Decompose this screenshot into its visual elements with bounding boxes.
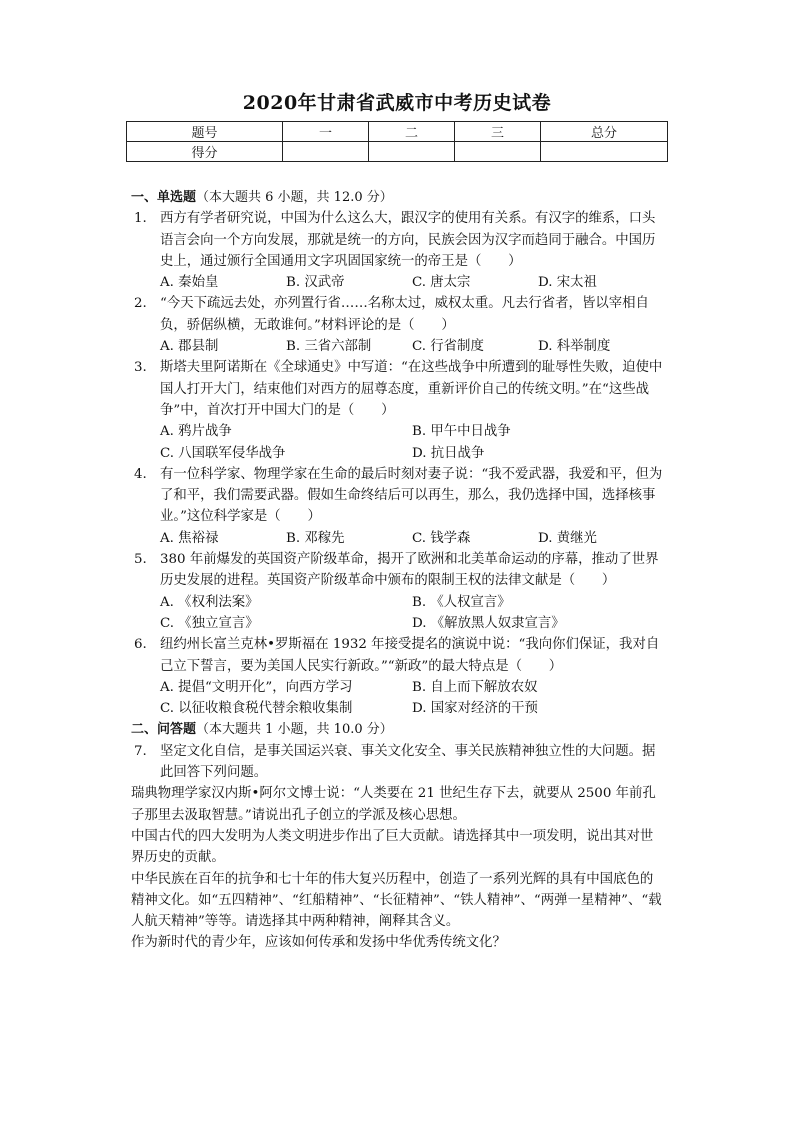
- option[interactable]: C. 以征收粮食税代替余粮收集制: [160, 701, 353, 717]
- options: [131, 336, 666, 357]
- options: [131, 272, 666, 293]
- option[interactable]: D. 科举制度: [538, 339, 611, 355]
- option[interactable]: A. 焦裕禄: [160, 530, 219, 546]
- options: [131, 677, 666, 698]
- score-header-cell: 二: [369, 122, 455, 142]
- options: [131, 613, 666, 634]
- score-header-cell: 总分: [541, 122, 668, 142]
- option[interactable]: C. 唐太宗: [412, 275, 471, 291]
- question-text: “今天下疏远去处，亦列置行省……名称太过，威权太重。凡去行省者，皆以宰相自负，骄倨纵横，无敢谁何。”材料评论的是（ ）: [160, 296, 649, 333]
- option[interactable]: A. 鸦片战争: [160, 424, 232, 440]
- options: [131, 698, 666, 719]
- option[interactable]: B. 自上而下解放农奴: [412, 679, 538, 695]
- option[interactable]: B. 邓稼先: [286, 530, 345, 546]
- score-header-cell: 三: [455, 122, 541, 142]
- option[interactable]: D. 黄继光: [538, 530, 597, 546]
- option[interactable]: B. 三省六部制: [286, 339, 372, 355]
- option[interactable]: B. 汉武帝: [286, 275, 345, 291]
- question-paragraph: 瑞典物理学家汉内斯•阿尔文博士说：“人类要在 21 世纪生存下去，就要从 2500 年前孔子那里去汲取智慧。”请说出孔子创立的学派及核心思想。: [131, 786, 656, 823]
- score-table: [126, 121, 668, 162]
- score-header-cell: 题号: [127, 122, 283, 142]
- question-4: [131, 464, 666, 528]
- score-row-label: 得分: [127, 142, 283, 162]
- score-cell[interactable]: [369, 142, 455, 162]
- exam-content: [131, 187, 666, 954]
- question-text: 斯塔夫里阿诺斯在《全球通史》中写道：“在这些战争中所遭到的耻辱性失败，迫使中国人打开大门，结束他们对西方的屈尊态度，重新评价自己的传统文明。”在“这些战争”中，首次打开中国大门的是（ ）: [160, 360, 663, 418]
- question-number: 6.: [134, 637, 147, 653]
- options: [131, 592, 666, 613]
- option[interactable]: A. 秦始皇: [160, 275, 219, 291]
- option[interactable]: C. 八国联军侵华战争: [160, 445, 286, 461]
- option[interactable]: D. 抗日战争: [412, 445, 485, 461]
- question-number: 2.: [134, 296, 147, 312]
- question-paragraph: 中华民族在百年的抗争和七十年的伟大复兴历程中，创造了一系列光辉的具有中国底色的精神文化。如“五四精神”、“红船精神”、“长征精神”、“铁人精神”、“两弹一星精神”、“载人航天精神”等等。请选择其中两种精神，阐释其含义。: [131, 871, 662, 930]
- options: [131, 421, 666, 442]
- question-number: 3.: [134, 360, 147, 376]
- question-1: [131, 208, 666, 272]
- exam-title: 2020年甘肃省武威市中考历史试卷: [242, 92, 552, 114]
- score-table-header-row: [127, 122, 668, 142]
- question-7: [131, 741, 666, 784]
- score-cell[interactable]: [541, 142, 668, 162]
- question-number: 7.: [134, 743, 147, 759]
- question-6: [131, 634, 666, 677]
- score-cell[interactable]: [283, 142, 369, 162]
- question-paragraph: 作为新时代的青少年，应该如何传承和发扬中华优秀传统文化？: [131, 935, 506, 951]
- question-paragraph: 中国古代的四大发明为人类文明进步作出了巨大贡献。请选择其中一项发明，说出其对世界历史的贡献。: [131, 828, 654, 866]
- question-3: [131, 357, 666, 421]
- option[interactable]: D. 《解放黑人奴隶宣言》: [412, 615, 565, 631]
- option[interactable]: A. 郡县制: [160, 339, 219, 355]
- option[interactable]: C. 钱学森: [412, 530, 471, 546]
- question-text: 380 年前爆发的英国资产阶级革命，揭开了欧洲和北美革命运动的序幕，推动了世界历史发展的进程。英国资产阶级革命中颁布的限制王权的法律文献是（ ）: [160, 552, 659, 589]
- question-text: 有一位科学家、物理学家在生命的最后时刻对妻子说：“我不爱武器，我爱和平，但为了和平，我们需要武器。假如生命终结后可以再生，那么，我仍选择中国，选择核事业。”这位科学家是（ ）: [160, 466, 663, 525]
- section-heading: 一、单选题（本大题共 6 小题，共 12.0 分）: [131, 190, 393, 205]
- question-5: [131, 549, 666, 592]
- option[interactable]: A. 《权利法案》: [160, 594, 259, 610]
- question-2: [131, 293, 666, 336]
- option[interactable]: B. 《人权宣言》: [412, 594, 511, 610]
- option[interactable]: D. 国家对经济的干预: [412, 701, 538, 717]
- question-text: 西方有学者研究说，中国为什么这么大，跟汉字的使用有关系。有汉字的维系，口头语言会向一个方向发展，那就是统一的方向，民族会因为汉字而趋同于融合。中国历史上，通过颁行全国通用文字巩固国家统一的帝王是（ ）: [160, 211, 656, 269]
- score-table-score-row: [127, 142, 668, 162]
- options: [131, 443, 666, 464]
- section-heading: 二、问答题（本大题共 1 小题，共 10.0 分）: [131, 722, 393, 738]
- option[interactable]: B. 甲午中日战争: [412, 424, 511, 440]
- option[interactable]: D. 宋太祖: [538, 275, 597, 291]
- score-header-cell: 一: [283, 122, 369, 142]
- option[interactable]: C. 《独立宣言》: [160, 615, 259, 631]
- option[interactable]: C. 行省制度: [412, 339, 484, 355]
- question-number: 1.: [134, 211, 147, 227]
- score-cell[interactable]: [455, 142, 541, 162]
- question-number: 5.: [134, 552, 147, 568]
- options: [131, 528, 666, 549]
- option[interactable]: A. 提倡“文明开化”，向西方学习: [160, 679, 353, 695]
- question-text: 坚定文化自信，是事关国运兴衰、事关文化安全、事关民族精神独立性的大问题。据此回答下列问题。: [160, 743, 656, 781]
- question-number: 4.: [134, 466, 147, 482]
- question-text: 纽约州长富兰克林•罗斯福在 1932 年接受提名的演说中说：“我向你们保证，我对自己立下誓言，要为美国人民实行新政。”“新政”的最大特点是（ ）: [160, 637, 660, 674]
